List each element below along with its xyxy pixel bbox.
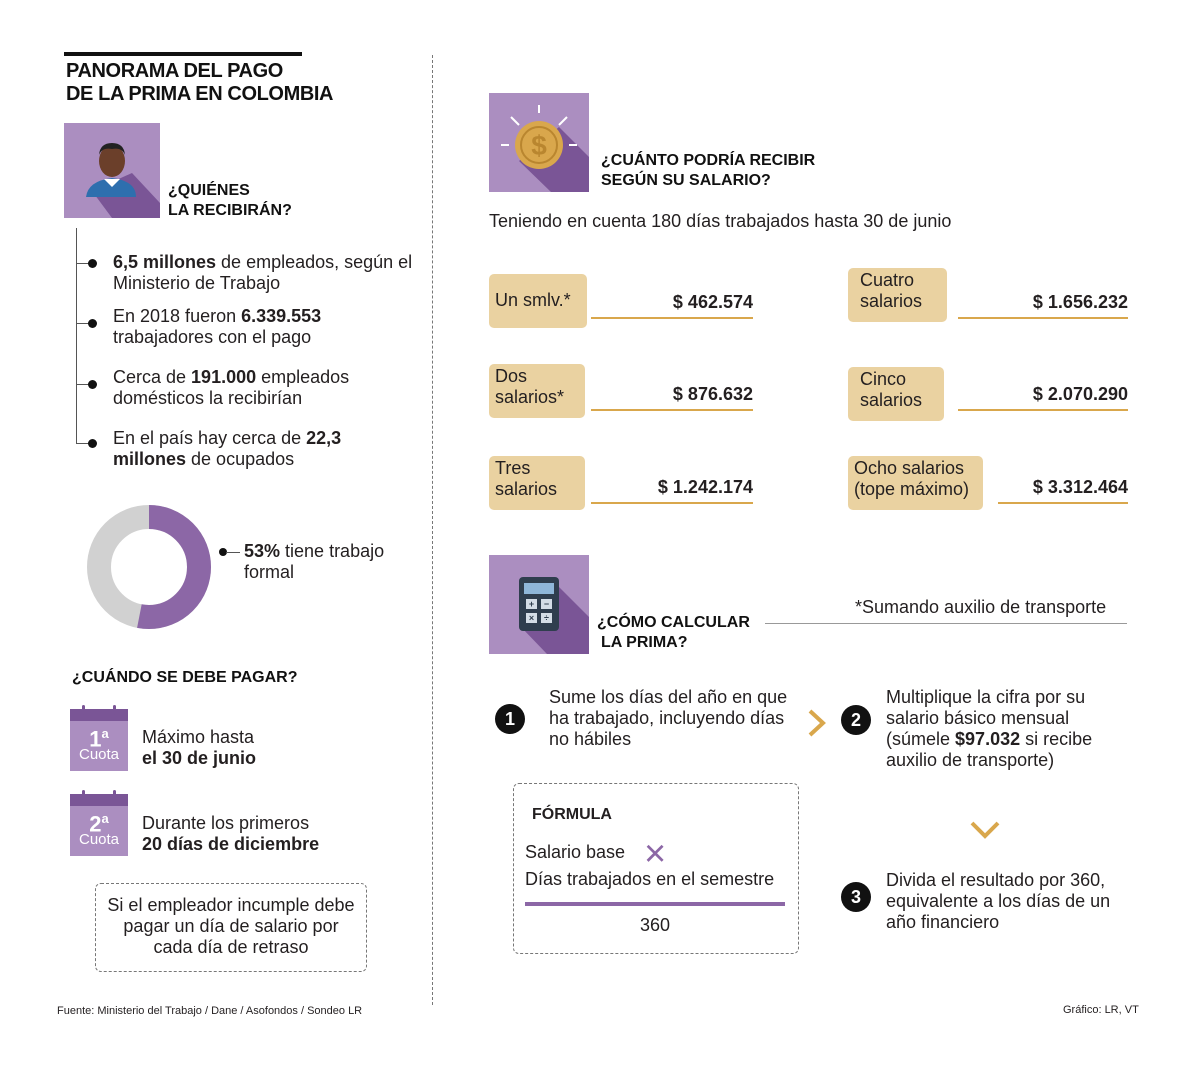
multiply-icon: × [644,833,667,875]
salary-label: Cinco salarios [848,367,944,421]
transport-footnote: *Sumando auxilio de transporte [855,597,1107,617]
step-2-number: 2 [841,705,871,735]
chevron-right-icon [806,708,828,738]
calendar-icon [70,709,128,771]
salary-label: Dos salarios* [489,364,585,418]
step-3-text: Divida el resultado por 360, equivalente a los días de un año financiero [886,870,1111,932]
cuota-sup: a [101,726,109,741]
list-item-text: 6,5 millones de empleados, según el Ministerio de Trabajo [113,252,413,293]
quienes-heading-line1: ¿QUIÉNES [168,182,250,199]
penalty-note: Si el empleador incumple debe pagar un día de salario por cada día de retraso [107,895,355,957]
cuota-1-line1: Máximo hasta [142,727,255,747]
column-divider [432,55,433,1005]
svg-text:×: × [528,613,535,623]
formula-box [513,783,799,954]
como-heading-line2: LA PRIMA? [601,634,688,651]
svg-text:+: + [528,599,535,609]
cuota-number: 2 [89,811,102,837]
step-3-number: 3 [841,882,871,912]
como-heading [597,613,797,653]
salary-value: $ 2.070.290 [1032,384,1128,404]
list-item-text: En el país hay cerca de 22,3 millones de ocupados [113,428,342,469]
formal-work-donut [86,504,212,630]
como-heading-line1: ¿CÓMO CALCULAR [597,614,750,631]
salary-label: Cuatro salarios [848,268,947,322]
salary-value: $ 462.574 [672,292,753,312]
cuota-1-line2: el 30 de junio [142,748,257,768]
calendar-icon [70,794,128,856]
calculator-icon [489,555,589,654]
cuota-sup: a [101,811,109,826]
list-item [76,428,396,472]
salary-underline [591,317,753,319]
salary-label: Ocho salarios (tope máximo) [848,456,983,510]
dollar-coin-icon [489,93,589,192]
salary-value: $ 876.632 [672,384,753,404]
cuota-number: 1 [89,726,102,752]
list-item [76,306,396,350]
svg-text:÷: ÷ [544,613,549,623]
cuanto-heading [601,151,881,191]
footnote-rule [765,623,1127,624]
cuanto-heading-line2: SEGÚN SU SALARIO? [601,172,771,189]
page-title-line2: DE LA PRIMA EN COLOMBIA [66,83,334,105]
donut-pointer-line [226,552,240,553]
cuota-2-text [142,813,402,855]
formula-numerator-b: Días trabajados en el semestre [525,869,775,889]
title-bar [64,52,302,56]
salary-underline [958,409,1128,411]
formula-denominator: 360 [639,915,671,935]
salary-label: Tres salarios [489,456,585,510]
list-item [76,246,413,293]
list-item-text: En 2018 fueron 6.339.553 trabajadores con el pago [113,306,322,347]
formula-title: FÓRMULA [532,806,612,823]
quienes-heading-line2: LA RECIBIRÁN? [168,202,292,219]
fraction-bar [525,902,785,906]
cuota-word: Cuota [78,746,120,763]
page-title-line1: PANORAMA DEL PAGO [66,60,283,82]
chevron-down-icon [969,819,1001,841]
page-title [66,60,386,106]
cuota-1-text [142,727,402,769]
cuanto-heading-line1: ¿CUÁNTO PODRÍA RECIBIR [601,152,816,169]
svg-text:$: $ [531,130,547,161]
salary-underline [591,409,753,411]
cuota-2-line2: 20 días de diciembre [142,834,320,854]
step-2-text: Multiplique la cifra por su salario básico mensual (súmele $97.032 si recibe auxilio de transporte) [886,687,1093,770]
formula-numerator-a: Salario base [525,842,626,862]
salary-underline [958,317,1128,319]
step-1-text: Sume los días del año en que ha trabajado, incluyendo días no hábiles [549,687,788,749]
cuando-heading: ¿CUÁNDO SE DEBE PAGAR? [72,669,298,686]
salary-underline [998,502,1128,504]
salary-underline [591,502,753,504]
list-item [76,367,396,411]
graphic-credit: Gráfico: LR, VT [1063,1004,1139,1016]
salary-value: $ 3.312.464 [1032,477,1128,497]
cuota-2-line1: Durante los primeros [142,813,310,833]
quienes-heading [168,181,368,221]
list-item-text: Cerca de 191.000 empleados domésticos la recibirían [113,367,350,408]
salary-value: $ 1.242.174 [657,477,753,497]
step-1-number: 1 [495,704,525,734]
salary-label: Un smlv.* [489,274,587,328]
svg-text:−: − [543,599,550,609]
person-icon [64,123,160,218]
cuota-word: Cuota [78,831,120,848]
donut-label: 53% tiene trabajo formal [244,541,385,582]
salary-value: $ 1.656.232 [1032,292,1128,312]
salary-intro: Teniendo en cuenta 180 días trabajados hasta 30 de junio [489,211,952,231]
source-credit: Fuente: Ministerio del Trabajo / Dane / Asofondos / Sondeo LR [57,1005,363,1017]
penalty-note-box [95,883,367,972]
